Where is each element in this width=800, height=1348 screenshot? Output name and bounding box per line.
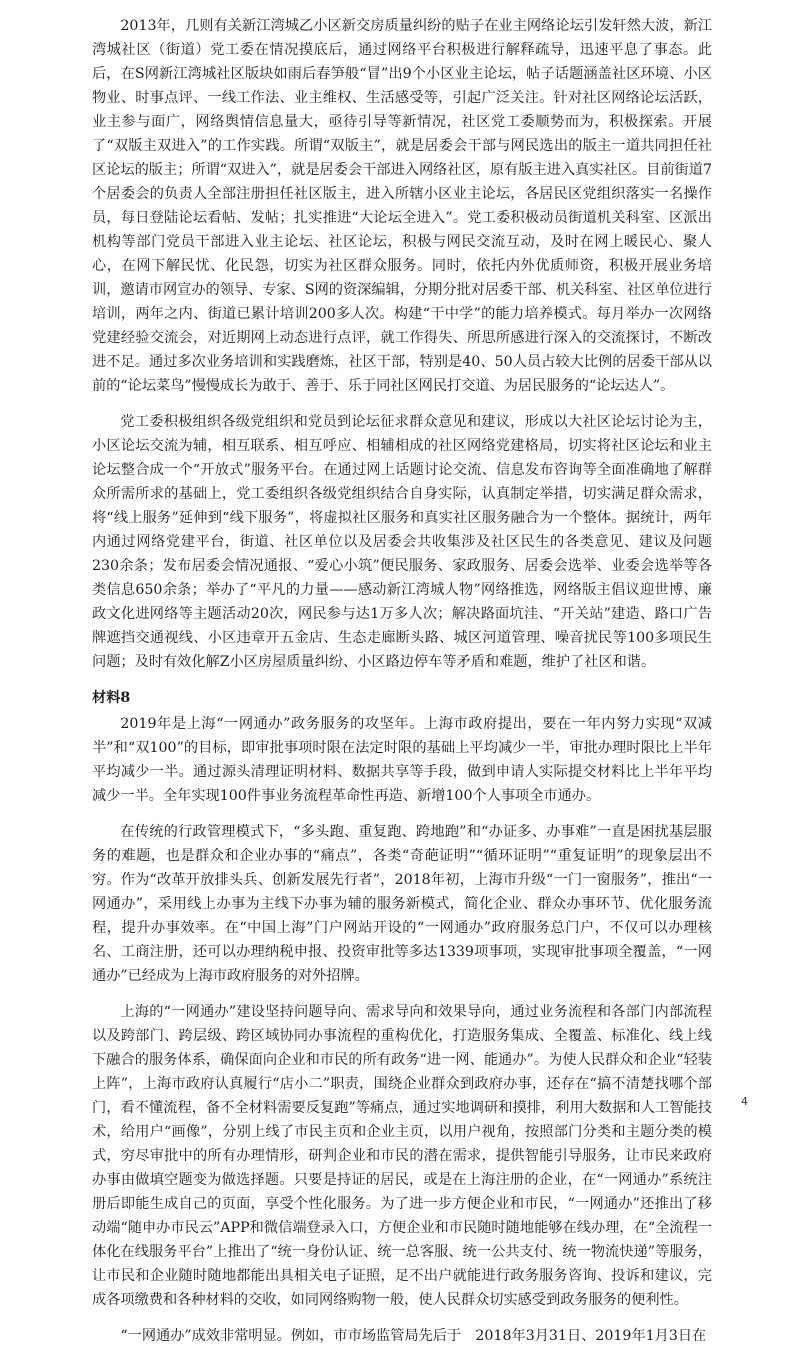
page-number: 4 [741, 1095, 748, 1108]
section-heading-material-8: 材料8 [92, 690, 131, 706]
paragraph-5: 上海的“一网通办”建设坚持问题导向、需求导向和效果导向，通过业务流程和各部门内部流程以及跨部门、跨层级、跨区域协同办事流程的重构优化，打造服务集成、全覆盖、标准化、线上线下融合的服务体系，确保面向企业和市民的所有政务“进一网、能通办”。为使人民群众和企业“轻装上阵”，上海市政府认真履行“店小二”职责，围绕企业群众到政府办事，还存在“搞不清楚找哪个部门，看不懂流程，备不全材料需要反复跑”等痛点，通过实地调研和摸排，利用大数据和人工智能技术，给用户“画像”，分别上线了市民主页和企业主页，以用户视角，按照部门分类和主题分类的模式，穷尽审批中的所有办理情形，研判企业和市民的潜在需求，提供智能引导服务，让市民来政府办事由做填空题变为做选择题。只要是持证的居民，或是在上海注册的企业，在“一网通办”系统注册后即能生成自己的页面，享受个性化服务。为了进一步方便企业和市民，“一网通办”还推出了移动端“随申办市民云”APP和微信端登录入口，方便企业和市民随时随地能够在线办理，在“全流程一体化在线服务平台”上推出了“统一身份认证、统一总客服、统一公共支付、统一物流快递”等服务，让市民和企业随时随地都能出具相关电子证照，足不出户就能进行政务服务咨询、投诉和建议，完成各项缴费和各种材料的交收，如同网络购物一般，使人民群众切实感受到政务服务的便利性。 [92, 1004, 712, 1308]
document-body [92, 14, 712, 1348]
paragraph-6: “一网通办”成效非常明显。例如，市市场监管局先后于 2018年3月31日、2019年1月3日在 [120, 1328, 707, 1344]
paragraph-2: 党工委积极组织各级党组织和党员到论坛征求群众意见和建议，形成以大社区论坛讨论为主，小区论坛交流为辅，相互联系、相互呼应、相辅相成的社区网络党建格局，切实将社区论坛和业主论坛整合成一个“开放式”服务平台。在通过网上话题讨论交流、信息发布咨询等全面准确地了解群众所需所求的基础上，党工委组织各级党组织结合自身实际，认真制定举措，切实满足群众需求，将“线上服务”延伸到“线下服务”，将虚拟社区服务和真实社区服务融合为一个整体。据统计，两年内通过网络党建平台，街道、社区单位以及居委会共收集涉及社区民生的各类意见、建议及问题230余条；发布居委会情况通报、“爱心小筑”便民服务、家政服务、居委会选举、业委会选举等各类信息650余条；举办了“平凡的力量——感动新江湾城人物”网络推选，网络版主倡议迎世博、廉政文化进网络等主题活动20次，网民参与达1万多人次；解决路面坑洼、“开关站”建造、路口广告牌遮挡交通视线、小区违章开五金店、生态走廊断头路、城区河道管理、噪音扰民等100多项民生问题；及时有效化解Z小区房屋质量纠纷、小区路边停车等矛盾和难题，维护了社区和谐。 [92, 414, 712, 670]
paragraph-3: 2019年是上海“一网通办”政务服务的攻坚年。上海市政府提出，要在一年内努力实现“双减半”和“双100”的目标，即审批事项时限在法定时限的基础上平均减少一半，审批办理时限比上半年平均减少一半。通过源头清理证明材料、数据共享等手段，做到申请人实际提交材料比上半年平均减少一半。全年实现100件事业务流程革命性再造、新增100个人事项全市通办。 [92, 716, 712, 804]
paragraph-4: 在传统的行政管理模式下，“多头跑、重复跑、跨地跑”和“办证多、办事难”一直是困扰基层服务的难题，也是群众和企业办事的“痛点”，各类“奇葩证明”“循环证明”“重复证明”的现象层出不穷。作为“改革开放排头兵、创新发展先行者”，2018年初，上海市升级“一门一窗服务”，推出“一网通办”，采用线上办事为主线下办事为辅的服务新模式，简化企业、群众办事环节、优化服务流程，提升办事效率。在“中国上海”门户网站开设的“一网通办”政府服务总门户，不仅可以办理核名、工商注册，还可以办理纳税申报、投资审批等多达1339项事项，实现审批事项全覆盖，“一网通办”已经成为上海市政府服务的对外招牌。 [92, 824, 712, 984]
paragraph-1: 2013年，几则有关新江湾城乙小区新交房质量纠纷的贴子在业主网络论坛引发轩然大波，新江湾城社区（街道）党工委在情况摸底后，通过网络平台积极进行解释疏导，迅速平息了事态。此后，在S网新江湾城社区版块如雨后春笋般“冒”出9个小区业主论坛，帖子话题涵盖社区环境、小区物业、时事点评、一线工作法、业主维权、生活感受等，引起广泛关注。针对社区网络论坛活跃，业主参与面广，网络舆情信息量大，亟待引导等新情况，社区党工委顺势而为，积极探索。开展了“双版主双进入”的工作实践。所谓“双版主”，就是居委会干部与网民选出的版主一道共同担任社区论坛的版主；所谓“双进入”，就是居委会干部进入网络社区，原有版主进入真实社区。目前街道7个居委会的负责人全部注册担任社区版主，进入所辖小区业主论坛，各居民区党组织落实一名操作员，每日登陆论坛看帖、发帖；扎实推进“大论坛全进入”。党工委积极动员街道机关科室、区派出机构等部门党员干部进入业主论坛、社区论坛，积极与网民交流互动，及时在网上暖民心、聚人心，在网下解民忧、化民怨，切实为社区群众服务。同时，依托内外优质师资，积极开展业务培训，邀请市网宣办的领导、专家、S网的资深编辑，分期分批对居委干部、机关科室、社区单位进行培训，两年之内、街道已累计培训200多人次。构建“干中学”的能力培养模式。每月举办一次网络党建经验交流会，对近期网上动态进行点评，就工作得失、所思所感进行深入的交流探讨，不断改进不足。通过多次业务培训和实践磨炼，社区干部，特别是40、50人员占较大比例的居委干部从以前的“论坛菜鸟”慢慢成长为敢于、善于、乐于同社区网民打交道、为居民服务的“论坛达人”。 [92, 18, 712, 394]
